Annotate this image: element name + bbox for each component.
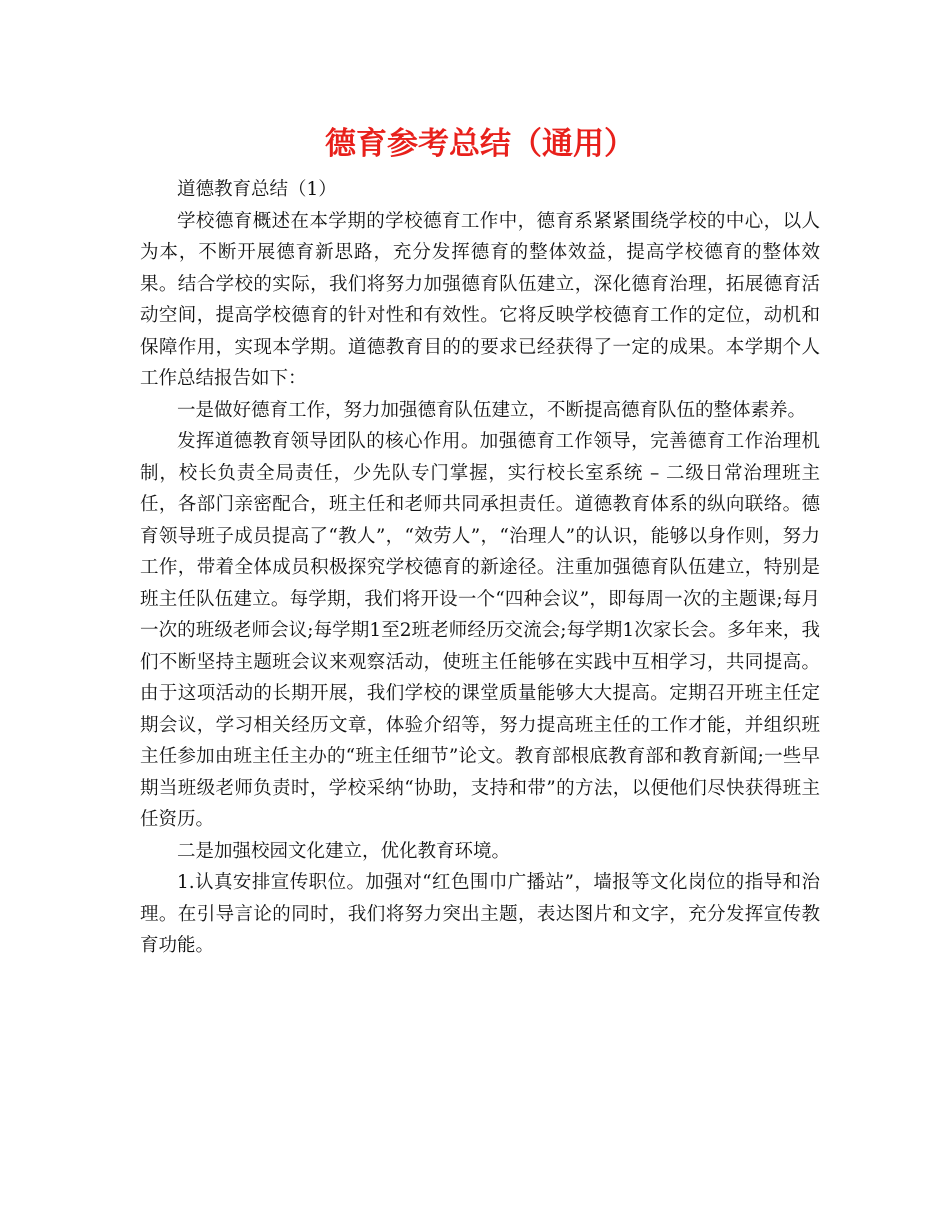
section-heading: 道德教育总结（1）: [177, 179, 337, 200]
body-paragraph: 1.认真安排宣传职位。加强对“红色围巾广播站”，墙报等文化岗位的指导和治理。在引导言论的同时，我们将努力突出主题，表达图片和文字，充分发挥宣传教育功能。: [140, 872, 820, 956]
body-paragraph: 发挥道德教育领导团队的核心作用。加强德育工作领导，完善德育工作治理机制，校长负责全局责任，少先队专门掌握，实行校长室系统 – 二级日常治理班主任，各部门亲密配合，班主任和老师共同承担责任。道德教育体系的纵向联络。德育领导班子成员提高了“教人”，“效劳人”，“治理人”的认识，能够以身作则，努力工作，带着全体成员积极探究学校德育的新途径。注重加强德育队伍建立，特别是班主任队伍建立。每学期，我们将开设一个“四种会议”，即每周一次的主题课;每月一次的班级老师会议;每学期1至2班老师经历交流会;每学期1次家长会。多年来，我们不断坚持主题班会议来观察活动，使班主任能够在实践中互相学习，共同提高。由于这项活动的长期开展，我们学校的课堂质量能够大大提高。定期召开班主任定期会议，学习相关经历文章，体验介绍等，努力提高班主任的工作才能，并组织班主任参加由班主任主办的“班主任细节”论文。教育部根底教育部和教育新闻;一些早期当班级老师负责时，学校采纳“协助，支持和带”的方法，以便他们尽快获得班主任资历。: [140, 431, 820, 830]
body-paragraph: 二是加强校园文化建立，优化教育环境。: [177, 840, 511, 862]
document-title: 德育参考总结（通用）: [325, 126, 635, 162]
body-paragraph: 学校德育概述在本学期的学校德育工作中，德育系紧紧围绕学校的中心，以人为本，不断开展德育新思路，充分发挥德育的整体效益，提高学校德育的整体效果。结合学校的实际，我们将努力加强德育队伍建立，深化德育治理，拓展德育活动空间，提高学校德育的针对性和有效性。它将反映学校德育工作的定位，动机和保障作用，实现本学期。道德教育目的的要求已经获得了一定的成果。本学期个人工作总结报告如下：: [140, 210, 820, 389]
document-page: [140, 122, 820, 962]
body-paragraph: 一是做好德育工作，努力加强德育队伍建立，不断提高德育队伍的整体素养。: [177, 399, 807, 421]
